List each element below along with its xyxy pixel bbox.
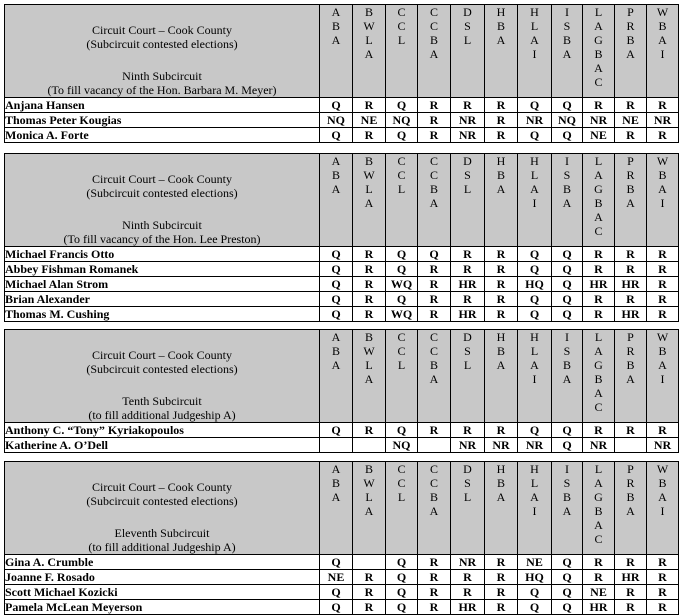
rating-cell-hlai: NR xyxy=(518,438,552,453)
rating-cell-hba: R xyxy=(485,247,518,262)
rating-cell-dsl: R xyxy=(451,292,485,307)
rating-cell-ccba: R xyxy=(418,555,451,570)
table-row xyxy=(5,600,679,615)
rating-cell-isba: Q xyxy=(552,98,583,113)
rating-cell-ccl: Q xyxy=(386,423,418,438)
rating-cell-hlai: NR xyxy=(518,113,552,128)
election-header xyxy=(5,5,320,98)
rating-cell-dsl: HR xyxy=(451,307,485,322)
subcircuit-name: Ninth Subcircuit xyxy=(122,69,202,83)
vacancy-note: (to fill additional Judgeship A) xyxy=(88,408,236,422)
org-header-lagbac: L A G B A C xyxy=(583,330,615,423)
org-header-ccba: C C B A xyxy=(418,154,451,247)
rating-cell-isba: Q xyxy=(552,292,583,307)
candidate-name: Monica A. Forte xyxy=(5,128,320,143)
org-header-hba: H B A xyxy=(485,462,518,555)
org-header-wbai: W B A I xyxy=(647,5,679,98)
rating-cell-prba: HR xyxy=(615,307,647,322)
rating-cell-bwla: R xyxy=(353,600,386,615)
org-header-ccl: C C L xyxy=(386,330,418,423)
subcircuit-name: Ninth Subcircuit xyxy=(122,218,202,232)
rating-cell-ccl: Q xyxy=(386,262,418,277)
candidate-name: Pamela McLean Meyerson xyxy=(5,600,320,615)
org-header-wbai: W B A I xyxy=(647,330,679,423)
org-header-prba: P R B A xyxy=(615,462,647,555)
rating-cell-ccl: Q xyxy=(386,585,418,600)
rating-cell-ccl: Q xyxy=(386,98,418,113)
org-header-prba: P R B A xyxy=(615,154,647,247)
rating-cell-ccba xyxy=(418,438,451,453)
org-header-wbai: W B A I xyxy=(647,462,679,555)
rating-cell-dsl: R xyxy=(451,262,485,277)
table-row xyxy=(5,570,679,585)
org-header-wbai: W B A I xyxy=(647,154,679,247)
rating-cell-wbai: R xyxy=(647,292,679,307)
table-row xyxy=(5,292,679,307)
candidate-name: Thomas Peter Kougias xyxy=(5,113,320,128)
rating-cell-lagbac: R xyxy=(583,247,615,262)
rating-cell-dsl: R xyxy=(451,585,485,600)
rating-cell-ccl: Q xyxy=(386,570,418,585)
rating-cell-dsl: R xyxy=(451,570,485,585)
subcircuit-name: Eleventh Subcircuit xyxy=(114,526,210,540)
rating-cell-hba: R xyxy=(485,307,518,322)
rating-cell-ccba: R xyxy=(418,277,451,292)
rating-cell-wbai: NR xyxy=(647,113,679,128)
rating-cell-hba: R xyxy=(485,98,518,113)
court-title: Circuit Court – Cook County xyxy=(91,348,232,362)
org-header-ccba: C C B A xyxy=(418,330,451,423)
election-header xyxy=(5,462,320,555)
election-type: (Subcircuit contested elections) xyxy=(86,362,238,376)
rating-cell-hba: R xyxy=(485,585,518,600)
rating-cell-lagbac: NE xyxy=(583,128,615,143)
rating-cell-prba: HR xyxy=(615,277,647,292)
rating-cell-aba: Q xyxy=(320,307,353,322)
rating-cell-prba: NE xyxy=(615,113,647,128)
rating-cell-isba: Q xyxy=(552,423,583,438)
rating-cell-isba: Q xyxy=(552,585,583,600)
table-row xyxy=(5,247,679,262)
candidate-name: Gina A. Crumble xyxy=(5,555,320,570)
org-header-dsl: D S L xyxy=(451,330,485,423)
rating-cell-ccl: Q xyxy=(386,555,418,570)
court-title: Circuit Court – Cook County xyxy=(91,480,232,494)
rating-cell-dsl: NR xyxy=(451,113,485,128)
rating-cell-isba: Q xyxy=(552,247,583,262)
ratings-table-4 xyxy=(4,461,679,615)
rating-cell-ccl: Q xyxy=(386,128,418,143)
table-header-row xyxy=(5,462,679,555)
org-header-ccba: C C B A xyxy=(418,5,451,98)
rating-cell-dsl: HR xyxy=(451,277,485,292)
rating-cell-prba: R xyxy=(615,262,647,277)
org-header-hlai: H L A I xyxy=(518,330,552,423)
rating-cell-hlai: Q xyxy=(518,307,552,322)
rating-cell-hba: R xyxy=(485,262,518,277)
rating-cell-hlai: HQ xyxy=(518,570,552,585)
rating-cell-hba: R xyxy=(485,570,518,585)
rating-cell-ccba: R xyxy=(418,307,451,322)
rating-cell-lagbac: R xyxy=(583,262,615,277)
election-type: (Subcircuit contested elections) xyxy=(86,494,238,508)
candidate-name: Michael Alan Strom xyxy=(5,277,320,292)
org-header-aba: A B A xyxy=(320,330,353,423)
org-header-bwla: B W L A xyxy=(353,5,386,98)
rating-cell-lagbac: NR xyxy=(583,438,615,453)
table-row xyxy=(5,438,679,453)
rating-cell-isba: Q xyxy=(552,277,583,292)
table-row xyxy=(5,555,679,570)
rating-cell-wbai: R xyxy=(647,555,679,570)
org-header-hlai: H L A I xyxy=(518,5,552,98)
rating-cell-ccl: NQ xyxy=(386,113,418,128)
rating-cell-hlai: Q xyxy=(518,423,552,438)
rating-cell-aba: Q xyxy=(320,423,353,438)
org-header-bwla: B W L A xyxy=(353,330,386,423)
subcircuit-name: Tenth Subcircuit xyxy=(122,394,202,408)
org-header-lagbac: L A G B A C xyxy=(583,154,615,247)
org-header-dsl: D S L xyxy=(451,5,485,98)
org-header-ccl: C C L xyxy=(386,154,418,247)
rating-cell-lagbac: R xyxy=(583,98,615,113)
rating-cell-wbai: R xyxy=(647,128,679,143)
table-row xyxy=(5,277,679,292)
rating-cell-aba: Q xyxy=(320,277,353,292)
rating-cell-prba: R xyxy=(615,585,647,600)
rating-cell-ccba: R xyxy=(418,600,451,615)
rating-cell-dsl: NR xyxy=(451,555,485,570)
org-header-prba: P R B A xyxy=(615,330,647,423)
org-header-ccl: C C L xyxy=(386,5,418,98)
candidate-name: Abbey Fishman Romanek xyxy=(5,262,320,277)
rating-cell-wbai: R xyxy=(647,98,679,113)
rating-cell-dsl: R xyxy=(451,98,485,113)
rating-cell-prba xyxy=(615,438,647,453)
table-row xyxy=(5,113,679,128)
election-type: (Subcircuit contested elections) xyxy=(86,37,238,51)
table-header-row xyxy=(5,5,679,98)
rating-cell-hlai: Q xyxy=(518,98,552,113)
org-header-aba: A B A xyxy=(320,154,353,247)
rating-cell-prba: R xyxy=(615,98,647,113)
rating-cell-bwla: R xyxy=(353,262,386,277)
rating-cell-aba: NE xyxy=(320,570,353,585)
rating-cell-aba: Q xyxy=(320,585,353,600)
rating-cell-bwla: R xyxy=(353,585,386,600)
rating-cell-aba: Q xyxy=(320,262,353,277)
rating-cell-isba: NQ xyxy=(552,113,583,128)
rating-cell-ccba: R xyxy=(418,292,451,307)
rating-cell-hba: R xyxy=(485,277,518,292)
rating-cell-bwla: R xyxy=(353,98,386,113)
rating-cell-aba: Q xyxy=(320,292,353,307)
rating-cell-prba: R xyxy=(615,555,647,570)
rating-cell-lagbac: NR xyxy=(583,113,615,128)
rating-cell-bwla: R xyxy=(353,247,386,262)
rating-cell-wbai: R xyxy=(647,262,679,277)
candidate-name: Anjana Hansen xyxy=(5,98,320,113)
rating-cell-bwla xyxy=(353,555,386,570)
rating-cell-dsl: NR xyxy=(451,438,485,453)
table-header-row xyxy=(5,154,679,247)
election-type: (Subcircuit contested elections) xyxy=(86,186,238,200)
rating-cell-prba: R xyxy=(615,423,647,438)
ratings-table-1 xyxy=(4,4,679,143)
rating-cell-hlai: HQ xyxy=(518,277,552,292)
rating-cell-dsl: R xyxy=(451,423,485,438)
org-header-prba: P R B A xyxy=(615,5,647,98)
rating-cell-ccba: R xyxy=(418,262,451,277)
rating-cell-bwla: R xyxy=(353,570,386,585)
rating-cell-bwla xyxy=(353,438,386,453)
rating-cell-ccba: R xyxy=(418,585,451,600)
rating-cell-hlai: Q xyxy=(518,600,552,615)
rating-cell-ccba: Q xyxy=(418,247,451,262)
rating-cell-isba: Q xyxy=(552,600,583,615)
org-header-hlai: H L A I xyxy=(518,462,552,555)
candidate-name: Joanne F. Rosado xyxy=(5,570,320,585)
org-header-dsl: D S L xyxy=(451,154,485,247)
rating-cell-wbai: NR xyxy=(647,438,679,453)
rating-cell-prba: R xyxy=(615,600,647,615)
rating-cell-isba: Q xyxy=(552,555,583,570)
rating-cell-hba: R xyxy=(485,113,518,128)
rating-cell-bwla: R xyxy=(353,277,386,292)
org-header-isba: I S B A xyxy=(552,5,583,98)
org-header-hba: H B A xyxy=(485,154,518,247)
rating-cell-prba: R xyxy=(615,128,647,143)
candidate-name: Thomas M. Cushing xyxy=(5,307,320,322)
rating-cell-hlai: Q xyxy=(518,128,552,143)
rating-cell-wbai: R xyxy=(647,600,679,615)
rating-cell-aba: Q xyxy=(320,98,353,113)
rating-cell-ccba: R xyxy=(418,128,451,143)
org-header-dsl: D S L xyxy=(451,462,485,555)
rating-cell-ccba: R xyxy=(418,570,451,585)
rating-cell-ccl: WQ xyxy=(386,277,418,292)
table-row xyxy=(5,307,679,322)
rating-cell-wbai: R xyxy=(647,423,679,438)
rating-cell-aba: Q xyxy=(320,600,353,615)
candidate-name: Scott Michael Kozicki xyxy=(5,585,320,600)
rating-cell-hba: R xyxy=(485,555,518,570)
rating-cell-ccl: NQ xyxy=(386,438,418,453)
org-header-lagbac: L A G B A C xyxy=(583,5,615,98)
org-header-isba: I S B A xyxy=(552,330,583,423)
rating-cell-isba: Q xyxy=(552,438,583,453)
table-row xyxy=(5,262,679,277)
org-header-isba: I S B A xyxy=(552,462,583,555)
court-title: Circuit Court – Cook County xyxy=(91,172,232,186)
org-header-aba: A B A xyxy=(320,5,353,98)
rating-cell-hba: R xyxy=(485,128,518,143)
rating-cell-lagbac: HR xyxy=(583,600,615,615)
candidate-name: Katherine A. O’Dell xyxy=(5,438,320,453)
rating-cell-hlai: Q xyxy=(518,262,552,277)
rating-cell-dsl: HR xyxy=(451,600,485,615)
rating-cell-aba: NQ xyxy=(320,113,353,128)
rating-cell-lagbac: R xyxy=(583,292,615,307)
org-header-ccba: C C B A xyxy=(418,462,451,555)
rating-cell-hlai: Q xyxy=(518,292,552,307)
rating-cell-lagbac: R xyxy=(583,307,615,322)
rating-cell-prba: HR xyxy=(615,570,647,585)
vacancy-note: (To fill vacancy of the Hon. Barbara M. Meyer) xyxy=(47,83,277,97)
org-header-hlai: H L A I xyxy=(518,154,552,247)
org-header-aba: A B A xyxy=(320,462,353,555)
rating-cell-ccl: Q xyxy=(386,600,418,615)
org-header-isba: I S B A xyxy=(552,154,583,247)
vacancy-note: (to fill additional Judgeship A) xyxy=(88,540,236,554)
table-row xyxy=(5,98,679,113)
rating-cell-wbai: R xyxy=(647,585,679,600)
rating-cell-bwla: NE xyxy=(353,113,386,128)
candidate-name: Brian Alexander xyxy=(5,292,320,307)
candidate-name: Michael Francis Otto xyxy=(5,247,320,262)
rating-cell-aba xyxy=(320,438,353,453)
org-header-hba: H B A xyxy=(485,5,518,98)
election-header xyxy=(5,330,320,423)
election-header xyxy=(5,154,320,247)
rating-cell-isba: Q xyxy=(552,307,583,322)
org-header-lagbac: L A G B A C xyxy=(583,462,615,555)
candidate-name: Anthony C. “Tony” Kyriakopoulos xyxy=(5,423,320,438)
org-header-ccl: C C L xyxy=(386,462,418,555)
rating-cell-wbai: R xyxy=(647,247,679,262)
rating-cell-lagbac: R xyxy=(583,555,615,570)
rating-cell-hba: R xyxy=(485,423,518,438)
rating-cell-ccl: WQ xyxy=(386,307,418,322)
rating-cell-lagbac: R xyxy=(583,570,615,585)
rating-cell-lagbac: HR xyxy=(583,277,615,292)
court-title: Circuit Court – Cook County xyxy=(91,23,232,37)
rating-cell-bwla: R xyxy=(353,423,386,438)
rating-cell-wbai: R xyxy=(647,277,679,292)
rating-cell-hlai: Q xyxy=(518,247,552,262)
rating-cell-lagbac: NE xyxy=(583,585,615,600)
rating-cell-hlai: NE xyxy=(518,555,552,570)
rating-cell-hlai: Q xyxy=(518,585,552,600)
rating-cell-ccba: R xyxy=(418,113,451,128)
rating-cell-isba: Q xyxy=(552,128,583,143)
table-row xyxy=(5,585,679,600)
rating-cell-aba: Q xyxy=(320,128,353,143)
rating-cell-bwla: R xyxy=(353,292,386,307)
ratings-table-3 xyxy=(4,329,679,453)
rating-cell-isba: Q xyxy=(552,262,583,277)
rating-cell-hba: NR xyxy=(485,438,518,453)
rating-cell-dsl: NR xyxy=(451,128,485,143)
rating-cell-prba: R xyxy=(615,292,647,307)
table-row xyxy=(5,423,679,438)
rating-cell-ccba: R xyxy=(418,98,451,113)
rating-cell-aba: Q xyxy=(320,555,353,570)
rating-cell-dsl: R xyxy=(451,247,485,262)
ratings-table-2 xyxy=(4,153,679,322)
vacancy-note: (To fill vacancy of the Hon. Lee Preston) xyxy=(63,232,261,246)
rating-cell-ccba: R xyxy=(418,423,451,438)
rating-cell-prba: R xyxy=(615,247,647,262)
rating-cell-aba: Q xyxy=(320,247,353,262)
org-header-bwla: B W L A xyxy=(353,462,386,555)
rating-cell-lagbac: R xyxy=(583,423,615,438)
rating-cell-hba: R xyxy=(485,600,518,615)
rating-cell-hba: R xyxy=(485,292,518,307)
table-row xyxy=(5,128,679,143)
rating-cell-ccl: Q xyxy=(386,292,418,307)
rating-cell-wbai: R xyxy=(647,570,679,585)
rating-cell-wbai: R xyxy=(647,307,679,322)
table-header-row xyxy=(5,330,679,423)
rating-cell-isba: Q xyxy=(552,570,583,585)
rating-cell-bwla: R xyxy=(353,307,386,322)
org-header-hba: H B A xyxy=(485,330,518,423)
rating-cell-bwla: R xyxy=(353,128,386,143)
org-header-bwla: B W L A xyxy=(353,154,386,247)
rating-cell-ccl: Q xyxy=(386,247,418,262)
